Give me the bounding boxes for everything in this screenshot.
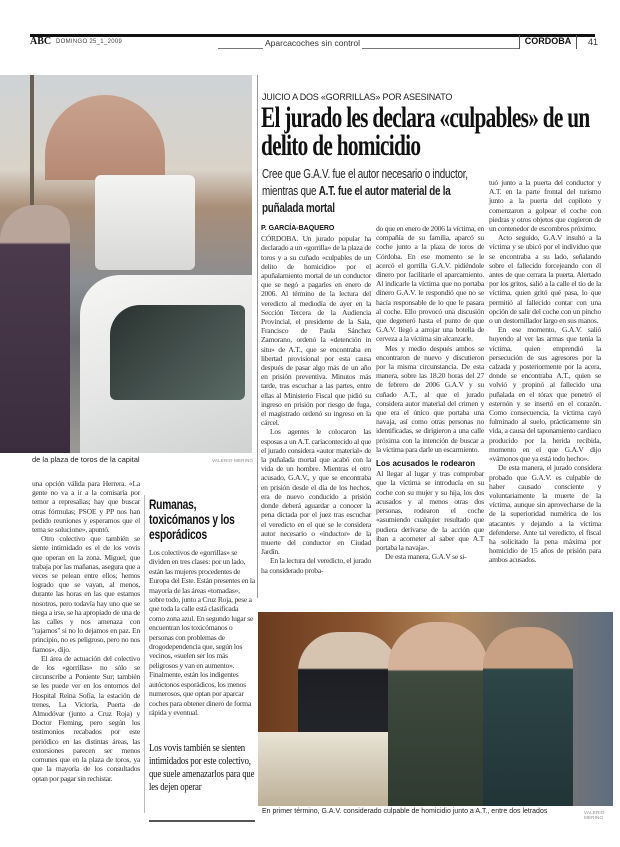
paragraph: De esta manera, G.A.V se si- (385, 552, 467, 562)
paragraph: Mes y medio después ambos se encontraron de nuevo y discutieron por la misma circunstancia. De esta manera, sobre las 18.20 horas del 27 de febrero de 2006 G.A.V y su cuñado A.T., al que el jurado considera autor material del crimen y que era el único que portaba una navaja, así como otras personas no identificadas, se dirigieron a una calle próxima con la intención de buscar a la víctima para darle un escarmiento. (376, 343, 484, 454)
sidebar-text: Los colectivos de «gorrillas» se dividen en tres clases: por un lado, están las mujeres procedentes de Europa del Este. Están presentes en la mayoría de las áreas «tomadas», sobre todo, junto a Cruz Roja, pese a que toda la calle está clasificada como zona azul. En segundo lugar se encuentran los toxicómanos o personas con problemas de drogodependencia que, según los vecinos, «suelen ser los más peligrosos y van en aumento». Finalmente, están los indigentes autóctonos esporádicos, los menos numerosos, que optan por aparcar coches para obtener dinero de forma rápida y eventual. (149, 548, 255, 717)
paragraph: CÓRDOBA. Un jurado popular ha declarado a un «gorrilla» de la plaza de toros y a su cuñado «culpables de un delito de homicidio» por el apuñalamiento mortal de un conductor que se negó a pagarles en enero de 2006. Al término de la lectura del veredicto al mediodía de ayer en la Sección Tercera de la Audiencia Provincial, el presidente de la Sala, Francisco de Paula Sánchez Zamorano, ordenó la «detención in situ» de A.T., que se encontraba en libertad provisional por esta causa después de pasar algo más de un año en prisión preventiva. Minutos más tarde, tras escuchar a las partes, entre ellas al Ministerio Fiscal que pidió su ingreso en prisión por riesgo de fuga, el magistrado ordenó su ingreso en la cárcel. (261, 234, 371, 428)
paragraph: El área de actuación del colectivo de los «gorrillas» no sólo se circunscribe a Poniente Sur; también se les puede ver en los entornos del Hospital Reina Sofía, la estación de trenes, La Victoria, Puerta de Almodóvar (junto a Cruz Roja) y Doctor Fleming, pero según los testimonios recabados por este periódico en las distintas áreas, las extorsiones parecen ser menos comunes que en la plaza de toros, ya que la mayoría de los consultados optan por pagar sin rechistar. (32, 653, 140, 783)
top-photo-credit: VALERIO MERINO (212, 458, 254, 463)
car-window (110, 305, 245, 400)
paragraph: Otro colectivo que también se siente intimidado es el de los vovis que operan en la zona. Miguel, que trabaja por las mañanas, asegura que a veces se pelean entre ellos; hemos logrado que se vayan, al menos, durante las horas en las que estamos nosotros, pero todavía hay uno que se niega a irse, se ha apropiado de una de las calles y nos amenaza con "rajarnos" si no lo dejamos en paz. En principio, no es peligroso, pero no nos fiamos», dijo. (32, 534, 140, 654)
header-section: Aparcacoches sin control (265, 38, 360, 48)
desk-papers (258, 732, 398, 806)
paragraph: En la lectura del veredicto, el jurado ha considerado proba- (261, 556, 371, 575)
defendant-figure (388, 622, 488, 806)
defendant-figure (483, 627, 573, 806)
paragraph: tuó junto a la puerta del conductor y A.T. en la parte frontal del turismo junto a la puerta del copiloto y comenzaron a golpear el coche con piedras y otros objetos que cogieron de un contenedor de escombros próximo. (489, 178, 601, 234)
byline: P. GARCÍA-BAQUERO (261, 225, 335, 232)
courtroom-photo (258, 612, 613, 806)
top-photo-caption: de la plaza de toros de la capital (32, 455, 140, 464)
column-divider (257, 75, 258, 598)
article-deck (262, 166, 483, 217)
white-van (95, 175, 195, 270)
article-column-3 (489, 178, 601, 565)
header-brand: ABC (30, 36, 52, 47)
header-rule (30, 34, 595, 37)
header-city: CÓRDOBA (519, 35, 577, 49)
header-date: DOMINGO 25_1_2009 (56, 39, 123, 45)
paragraph: Acto seguido, G.A.V insultó a la víctima y se ubicó por el individuo que se encontraba a su lado, señalando sobre el fallecido forcejeando con él antes de que cerrara la puerta. Alertado por los gritos, salió a la calle el tío de la víctima, quien gritó qué pasa, lo que permitió al fallecido contar con una opción de salir del coche con un pincho o un destornillador largo en sus manos. (489, 233, 601, 326)
paragraph: Los agentes le colocaron las esposas a un A.T. cariacontecido al que el jurado considera «autor material» de la puñalada mortal que acabó con la vida de un hombre. Mientras el otro acusado, G.A.V., y que se encontraba en prisión desde el día de los hechos, era de nuevo conducido a prisión donde deberá aguardar a conocer la pena dictada por el juez tras escuchar el veredicto en el que se le considera autor necesario o «inductor» de la muerte del conductor en Ciudad Jardín. (261, 427, 371, 557)
left-article-column (32, 479, 140, 783)
bullring-building (45, 95, 165, 180)
bottom-photo-caption: En primer término, G.A.V. considerado culpable de homicidio junto a A.T., entre dos letrados (262, 808, 548, 815)
pull-quote-rule (149, 820, 255, 822)
deck-text: Cree que G.A.V. fue el autor necesario o inductor, mientras que (262, 167, 468, 198)
article-kicker: JUICIO A DOS «GORRILLAS» POR ASESINATO (262, 92, 453, 102)
article-headline: El jurado les declara «culpables» de un delito de homicidio (261, 101, 590, 162)
sidebar-divider (144, 495, 145, 813)
bottom-photo-credit: VALERIO MERINO (584, 810, 605, 820)
sidebar-title: Rumanas, toxicómanos y los esporádicos (149, 497, 235, 542)
article-subhead: Los acusados le rodearon (376, 459, 476, 469)
page-number: 41 (588, 37, 599, 47)
header-divider (362, 48, 519, 49)
article-column-1 (261, 224, 371, 575)
paragraph: En ese momento, G.A.V. salió huyendo al ver las armas que tenía la víctima, quien emprendió la persecución de sus agresores por la calzada y posteriormente por la acera, donde se encontraba A.T., quien se volvió y propinó al fallecido una puñalada en el tórax que penetró el esternón y se insertó en el corazón. Como consecuencia, la víctima cayó fulminado al suelo, prácticamente sin vida, a causa del taponamiento cardiaco producido por la herida recibida, momento en el que G.A.V dijo «vámonos que ya está todo hecho». (489, 325, 601, 464)
paragraph: una opción válida para Herrera. «La gente no va a ir a la comisaría por temor a represalias; hay que buscar otras fórmulas; PSOE y PP nos han pedido reuniones y esperamos que el tema se solucione», apuntó. (32, 479, 140, 535)
paragraph: De esta manera, el jurado considera probado que G.A.V. es culpable de haber causado consciente y voluntariamente la muerte de la víctima, aunque sin aprovecharse de la de la superioridad numérica de los atacantes y dejando a la víctima defenderse. Ante tal veredicto, el fiscal ha solicitado la pena máxima por homicidio de 15 años de prisión para ambos acusados. (489, 463, 601, 565)
top-photo (0, 75, 252, 453)
paragraph: Al llegar al lugar y tras comprobar que la víctima se introducía en su coche con su mujer y su hija, los dos acusados y al menos otras dos personas, rodearon el coche «asumiendo cualquier resultado que pudiera derivarse de la acción que iban a acometer al saber que A.T portaba la navaja». (376, 469, 484, 552)
deck-bold-text: A.T. fue el autor material de la puñalada mortal (262, 184, 451, 215)
header-divider (218, 48, 263, 49)
man-figure (0, 205, 70, 453)
paragraph: do que en enero de 2006 la víctima, en compañía de su familia, aparcó su coche junto a la plaza de toros de Córdoba. En ese momento se le acercó el gorrilla G.A.V. pidiéndole dinero por facilitarle el aparcamiento. Al indicarle la víctima que no portaba dinero G.A.V. le respondió que no se hacía responsable de lo que le pasara al coche. Ello provocó una discusión que degeneró hasta el punto de que G.A.V. llegó a arrojar una botella de cerveza a la víctima sin alcanzarle. (376, 224, 484, 344)
pull-quote: Los vovis también se sienten intimidados por este colectivo, que suele amenazarlos para que les dejen operar (149, 742, 255, 793)
article-column-2 (376, 224, 484, 561)
